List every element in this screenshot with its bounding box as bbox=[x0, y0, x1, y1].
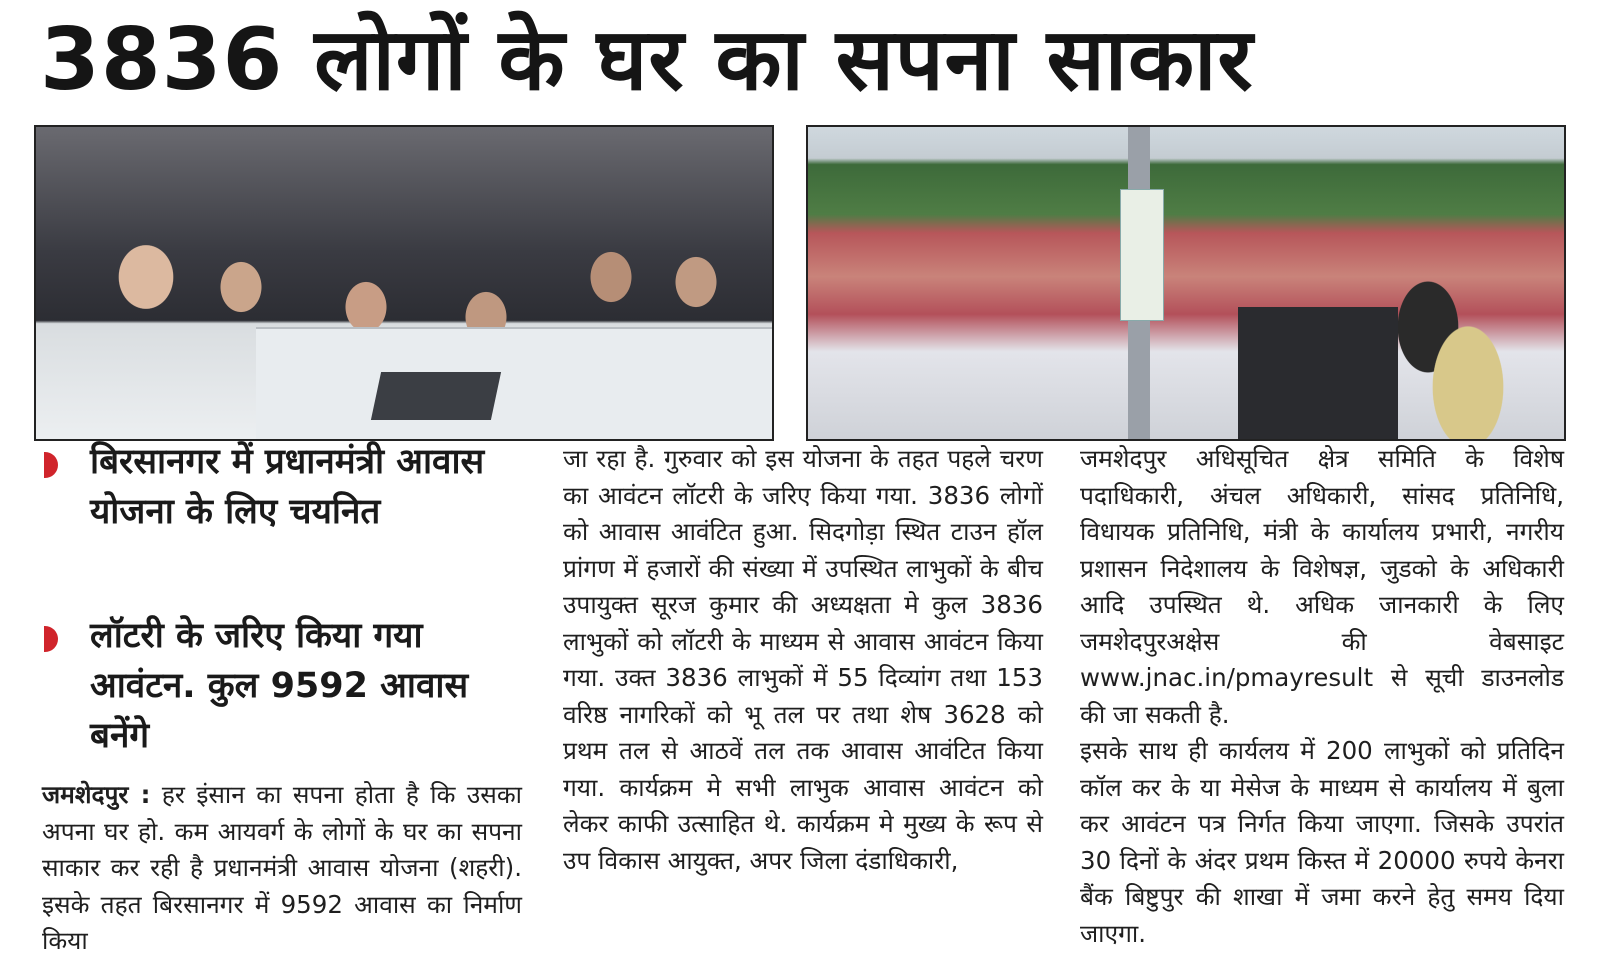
column-3-para-2: इसके साथ ही कार्यलय में 200 लाभुकों को प्रतिदिन कॉल कर के या मेसेज के माध्यम से कार्यालय में बुला कर आवंटन पत्र निर्गत किया जाएगा. जिसके उपरांत 30 दिनों के अंदर प्रथम किस्त में 20000 रुपये केनरा बैंक बिष्टुपुर की शाखा में जमा करने हेतु समय दिया जाएगा. bbox=[1080, 736, 1564, 948]
headline: 3836 लोगों के घर का सपना साकार bbox=[40, 10, 1254, 110]
highlight-bullet-2: लॉटरी के जरिए किया गया आवंटन. कुल 9592 आवास बनेंगे bbox=[90, 616, 469, 756]
column-1-text: हर इंसान का सपना होता है कि उसका अपना घर हो. कम आयवर्ग के लोगों के घर का सपना साकार कर रही है प्रधानमंत्री आवास योजना (शहरी). इसके तहत बिरसानगर में 9592 आवास का निर्माण किया bbox=[42, 780, 523, 955]
article-column-1 bbox=[42, 777, 522, 960]
banner-shape bbox=[1120, 189, 1164, 321]
column-2-text: जा रहा है. गुरुवार को इस योजना के तहत पहले चरण का आवंटन लॉटरी के जरिए किया गया. 3836 लोगों को आवास आवंटित हुआ. सिदगोड़ा स्थित टाउन हॉल प्रांगण में हजारों की संख्या में उपस्थित लाभुकों के बीच उपायुक्त सूरज कुमार की अध्यक्षता मे कुल 3836 लाभुकों को लॉटरी के माध्यम से आवास आवंटन किया गया. उक्त 3836 लाभुकों में 55 दिव्यांग तथा 153 वरिष्ठ नागरिकों को भू तल पर तथा शेष 3628 को प्रथम तल से आठवें तल तक आवास आवंटित किया गया. कार्यक्रम मे सभी लाभुक आवास आवंटन को लेकर काफी उत्साहित थे. कार्यक्रम मे मुख्य के रूप से उप विकास आयुक्त, अपर जिला दंडाधिकारी, bbox=[563, 444, 1043, 875]
table-shape bbox=[256, 327, 774, 441]
article-column-3 bbox=[1080, 441, 1564, 952]
highlight-bullet-1: बिरसानगर में प्रधानमंत्री आवास योजना के लिए चयनित bbox=[90, 442, 485, 532]
podium-shape bbox=[1238, 307, 1398, 439]
photo-crowd-townhall bbox=[806, 125, 1566, 441]
bullet-marker-icon bbox=[44, 626, 58, 652]
article-column-2 bbox=[563, 441, 1043, 879]
laptop-shape bbox=[371, 372, 501, 420]
bullet-marker-icon bbox=[44, 452, 58, 478]
dateline: जमशेदपुर : bbox=[42, 780, 151, 809]
column-3-para-1: जमशेदपुर अधिसूचित क्षेत्र समिति के विशेष पदाधिकारी, अंचल अधिकारी, सांसद प्रतिनिधि, विधायक प्रतिनिधि, मंत्री के कार्यालय प्रभारी, नगरीय प्रशासन निदेशालय के विशेषज्ञ, जुडको के अधिकारी आदि उपस्थित थे. अधिक जानकारी के लिए जमशेदपुरअक्षेस की वेबसाइट www.jnac.in/pmayresult से सूची डाउनलोड की जा सकती है. bbox=[1080, 444, 1564, 729]
photo-lottery-launch bbox=[34, 125, 774, 441]
